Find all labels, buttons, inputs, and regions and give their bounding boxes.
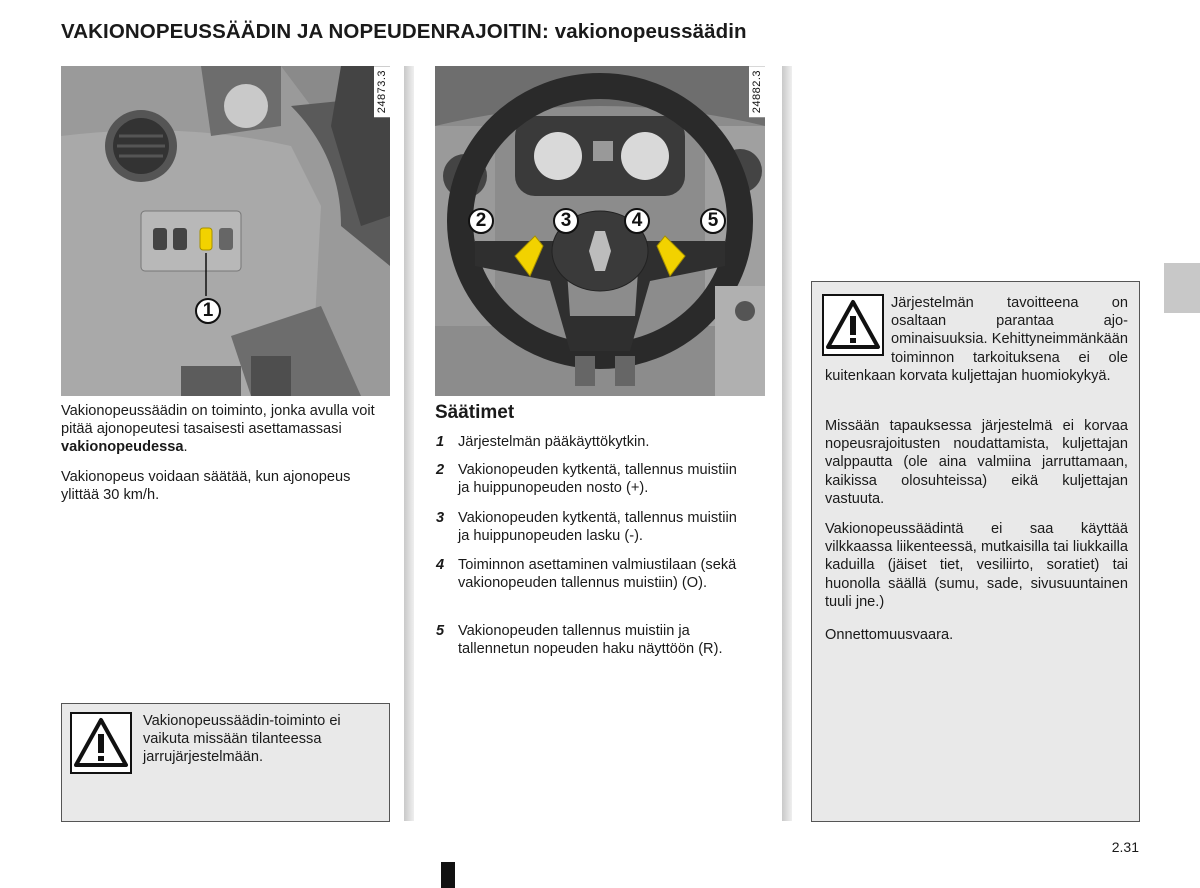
title-main: VAKIONOPEUSSÄÄDIN JA NOPEUDENRAJOITIN: [61, 20, 549, 43]
bold-term: vakionopeudessa [61, 439, 184, 456]
image-reference: 24873.3 [374, 66, 390, 117]
dashboard-illustration [61, 66, 390, 396]
image-reference: 24882.3 [749, 66, 765, 117]
page-title [61, 20, 747, 44]
list-item: 5 Vakionopeuden tallennus muistiin ja tallennetun nopeuden haku näyttöön (R). [436, 623, 723, 658]
column-divider [782, 66, 792, 821]
warning-box-brakes [61, 703, 390, 822]
warning-paragraph-1: Järjestelmän tavoitteena on osaltaan parantaa ajo-ominaisuuksia. Kehittyneimmänkään toiminnon tarkoituksena ei ole kuitenkaan korvata kuljettajan huomiokykyä. [825, 295, 1128, 384]
steering-wheel-photo [435, 66, 765, 396]
dashboard-switch-photo [61, 66, 390, 396]
list-item: 1 Järjestelmän pääkäyttökytkin. [436, 434, 650, 450]
warning-paragraph-4: Onnettomuusvaara. [825, 627, 954, 643]
warning-triangle-icon [70, 712, 132, 774]
intro-paragraph: Vakionopeussäädin on toiminto, jonka avulla voit pitää ajonopeutesi tasaisesti asettamassasi vakionopeudessa. [61, 403, 375, 456]
list-item: 4 Toiminnon asettaminen valmiustilaan (sekä vakionopeuden tallennus muistiin) (O). [436, 557, 737, 592]
column-divider [404, 66, 414, 821]
warning-text: Vakionopeussäädin-toiminto ei vaikuta missään tilanteessa jarrujärjestelmään. [143, 713, 341, 766]
callout-4: 4 [624, 208, 650, 234]
warning-paragraph-3: Vakionopeussäädintä ei saa käyttää vilkkaassa liikenteessä, mutkaisilla tai liukkailla kaduilla (jäiset tiet, vesiliirto, soratiet) tai huonolla säällä (sumu, sade, sivusuuntainen tuuli jne.) [825, 521, 1128, 610]
list-item: 3 Vakionopeuden kytkentä, tallennus muistiin ja huippunopeuden lasku (-). [436, 510, 737, 545]
callout-2: 2 [468, 208, 494, 234]
speed-paragraph: Vakionopeus voidaan säätää, kun ajonopeus ylittää 30 km/h. [61, 469, 351, 504]
callout-1: 1 [195, 298, 221, 324]
callout-5: 5 [700, 208, 726, 234]
list-item: 2 Vakionopeuden kytkentä, tallennus muistiin ja huippunopeuden nosto (+). [436, 462, 737, 497]
warning-box-system [811, 281, 1140, 822]
section-tab [1164, 263, 1200, 313]
controls-heading: Säätimet [435, 402, 515, 423]
title-sub: vakionopeussäädin [554, 20, 747, 43]
page-marker [441, 862, 455, 888]
callout-3: 3 [553, 208, 579, 234]
page-number: 2.31 [1111, 839, 1139, 855]
warning-paragraph-2: Missään tapauksessa järjestelmä ei korvaa nopeusrajoitusten noudattamista, kuljettajan valppautta (ole aina valmiina jarruttamaan, kaikissa olosuhteissa) eikä kuljettajan vastuuta. [825, 418, 1128, 507]
